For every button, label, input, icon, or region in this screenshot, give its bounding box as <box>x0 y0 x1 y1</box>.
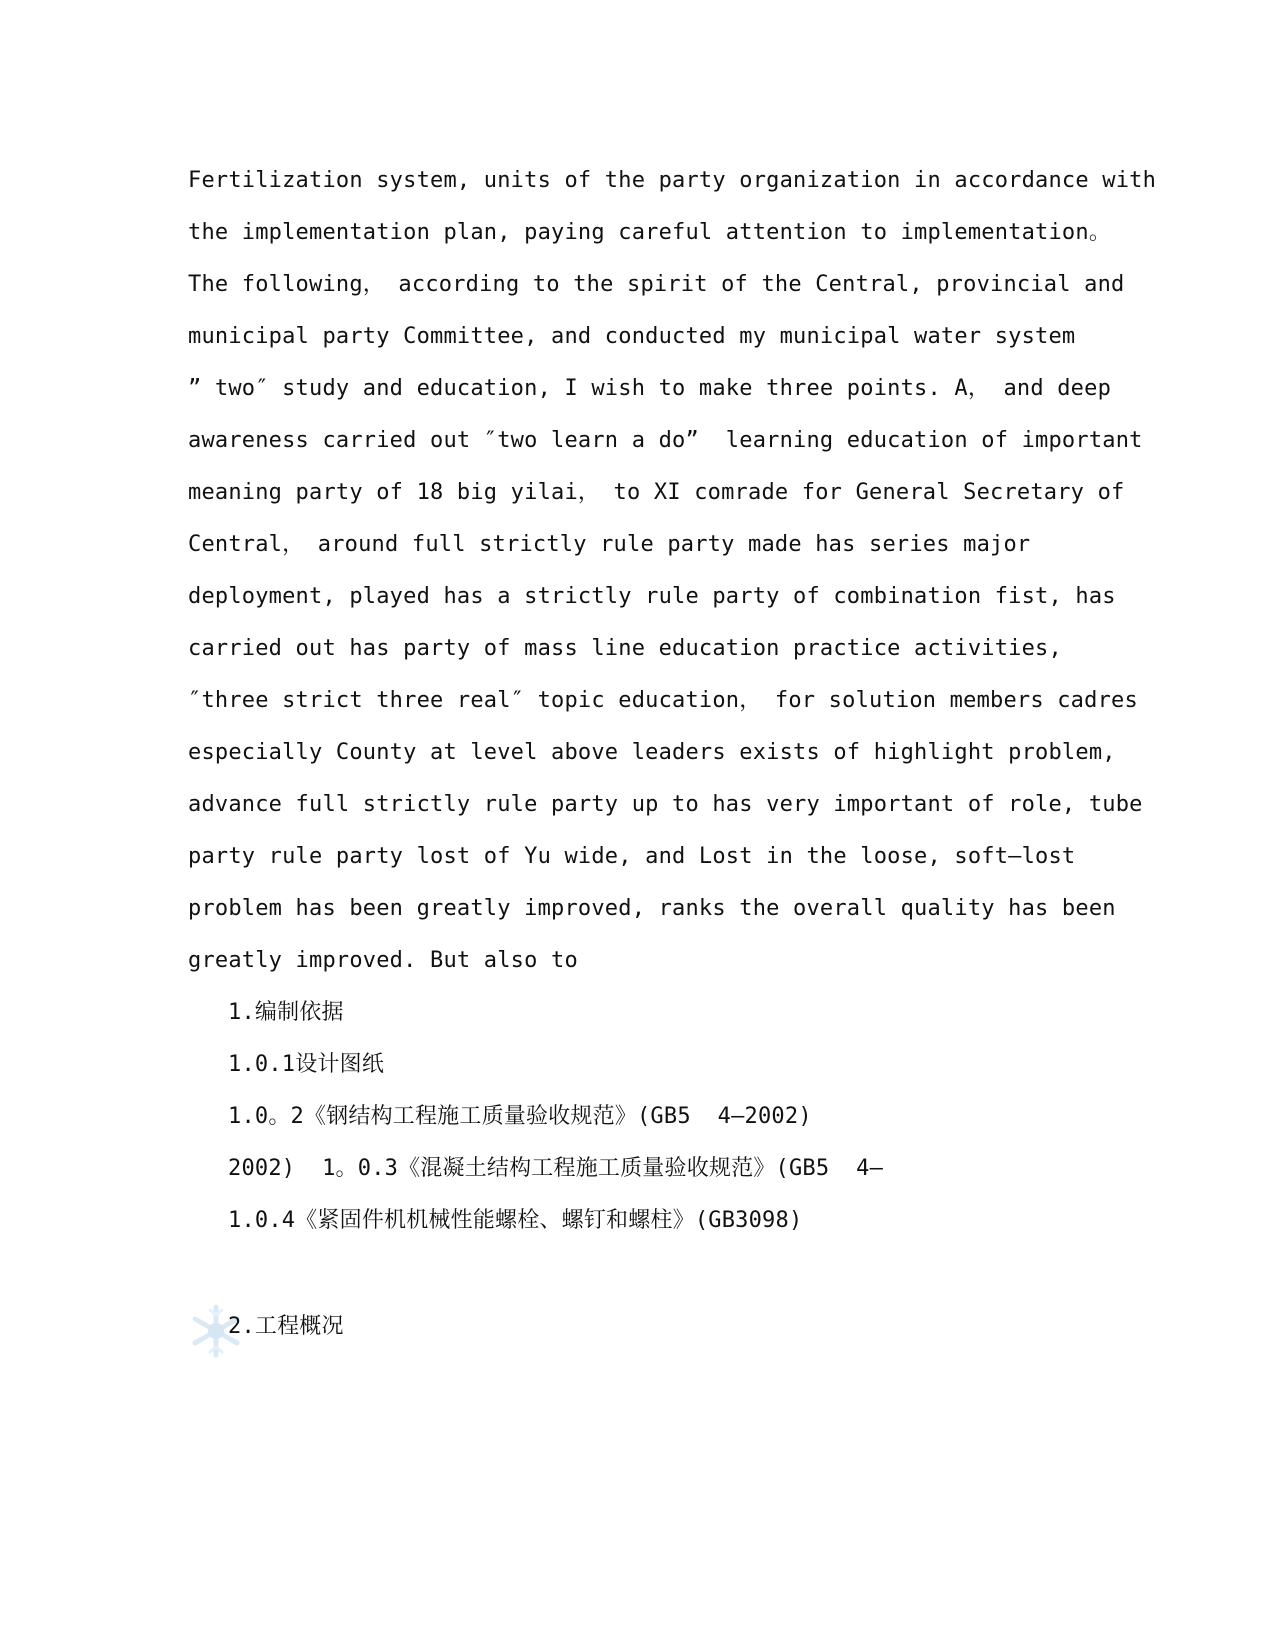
body-text-line: advance full strictly rule party up to has very important of role, tube <box>188 792 1143 817</box>
section-heading: 2.工程概况 <box>228 1314 344 1339</box>
body-text-line: especially County at level above leaders exists of highlight problem, <box>188 740 1116 765</box>
body-text-line: deployment, played has a strictly rule party of combination fist, has <box>188 584 1116 609</box>
subsection-item: 1.0.4《紧固件机机械性能螺栓、螺钉和螺柱》(GB3098) <box>228 1208 803 1233</box>
body-text-line: problem has been greatly improved, ranks the overall quality has been <box>188 896 1116 921</box>
subsection-item: 1.0。2《钢结构工程施工质量验收规范》(GB5 4—2002) <box>228 1104 812 1129</box>
body-text-line: ″three strict three real″ topic education， for solution members cadres <box>188 688 1138 713</box>
subsection-item: 1.0.1设计图纸 <box>228 1052 385 1077</box>
subsection-item: 2002) 1。0.3《混凝土结构工程施工质量验收规范》(GB5 4— <box>228 1156 884 1181</box>
body-text-line: greatly improved. But also to <box>188 948 578 973</box>
body-text-line: meaning party of 18 big yilai， to XI comrade for General Secretary of <box>188 480 1125 505</box>
body-text-line: awareness carried out ″two learn a do” learning education of important <box>188 428 1143 453</box>
body-text-line: Fertilization system, units of the party organization in accordance with <box>188 168 1157 193</box>
body-text-line: ” two″ study and education, I wish to make three points. A， and deep <box>188 376 1112 401</box>
body-text-line: the implementation plan, paying careful attention to implementation。 <box>188 220 1112 245</box>
body-text-line: carried out has party of mass line education practice activities, <box>188 636 1062 661</box>
body-text-line: The following， according to the spirit of the Central, provincial and <box>188 272 1125 297</box>
body-text-line: Central， around full strictly rule party made has series major <box>188 532 1031 557</box>
section-heading: 1.编制依据 <box>228 1000 344 1025</box>
body-text-line: party rule party lost of Yu wide, and Lost in the loose, soft—lost <box>188 844 1076 869</box>
body-text-line: municipal party Committee, and conducted my municipal water system <box>188 324 1076 349</box>
